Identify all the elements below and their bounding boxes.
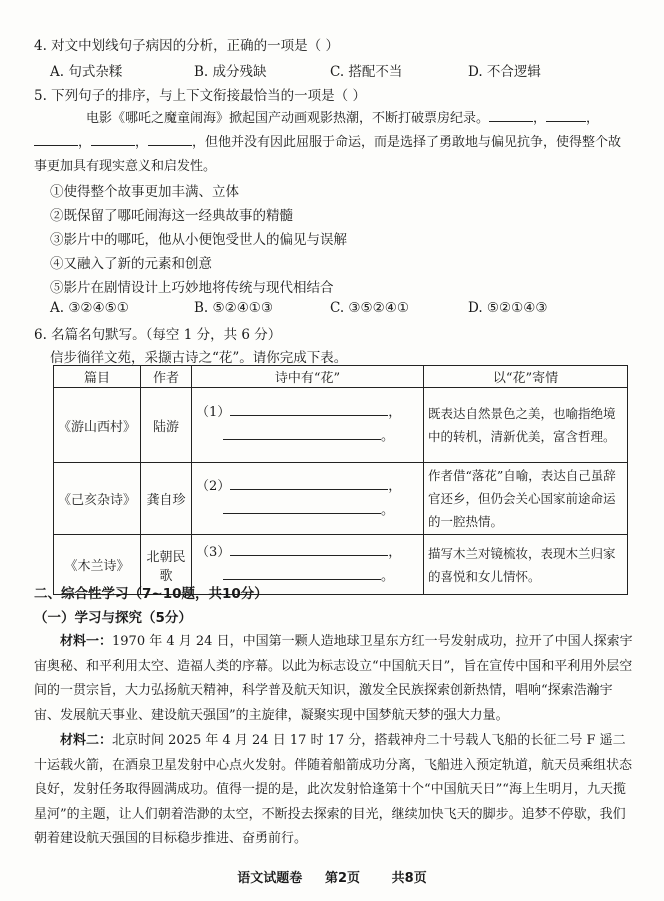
page-footer	[0, 867, 664, 886]
answer-blank[interactable]	[230, 401, 388, 416]
q5-passage-start: 电影《哪吒之魔童闹海》掀起国产动画观影热潮，不断打破票房纪录。	[86, 111, 490, 126]
q5-passage: 电影《哪吒之魔童闹海》掀起国产动画观影热潮，不断打破票房纪录。 ， ，， ， ，但他并没有因此屈服于命运，而是选择了勇敢地与偏见抗争，使得整个故事更加具有现实意义和启发性。	[34, 107, 634, 179]
q5-passage-mid: ，但他并没有因此屈服于命运，而是选择了勇敢地与偏见抗争，使得整个故事更加具有现实意义和启发性。	[34, 135, 622, 174]
q5-blank-5	[148, 131, 192, 146]
answer-cell-1: （1） ， 。	[192, 388, 424, 463]
q5-blank-3	[34, 131, 78, 146]
table-row	[54, 463, 628, 535]
q5-option-c: C. ③⑤②④①	[330, 300, 409, 316]
q4-option-a: A. 句式杂糅	[50, 64, 123, 80]
footer-total-pages: 共8页	[391, 871, 427, 886]
answer-blank[interactable]	[223, 425, 381, 440]
blank-number: （1）	[196, 405, 231, 420]
poem-table	[53, 365, 628, 595]
header-flower-line: 诗中有“花”	[192, 366, 424, 388]
subsection-title: （一）学习与探究（5分）	[34, 610, 192, 626]
q4-option-d: D. 不合逻辑	[468, 64, 541, 80]
table-header-row	[54, 366, 628, 388]
q5-blank-4	[91, 131, 135, 146]
q4-stem: 4. 对文中划线句子病因的分析，正确的一项是（ ）	[34, 38, 339, 54]
q4-option-b: B. 成分残缺	[194, 64, 267, 80]
blank-number: （3）	[196, 544, 231, 560]
poem-title: 《己亥杂诗》	[54, 463, 141, 535]
answer-blank[interactable]	[230, 541, 388, 556]
poem-author: 龚自珍	[141, 463, 192, 535]
q5-option-d: D. ⑤②①④③	[468, 300, 548, 316]
material-one-text: 1970 年 4 月 24 日，中国第一颗人造地球卫星东方红一号发射成功，拉开了中国人探索宇宙奥秘、和平利用太空、造福人类的序幕。以此为标志设立“中国航天日”，旨在宣传中国和平利用外层空间的一贯宗旨，大力弘扬航天精神，科学普及航天知识，激发全民族探索创新热情，唱响“探索浩瀚宇宙、发展航天事业、建设航天强国”的主旋律，凝聚实现中国梦航天梦的强大力量。	[34, 634, 633, 723]
header-author: 作者	[141, 366, 192, 388]
answer-blank[interactable]	[223, 565, 381, 580]
poem-title: 《游山西村》	[54, 388, 141, 463]
q5-option-a: A. ③②④⑤①	[50, 300, 129, 316]
poem-emotion: 作者借“落花”自喻，表达自己虽辞官还乡，但仍会关心国家前途命运的一腔热情。	[424, 463, 628, 535]
header-title: 篇目	[54, 366, 141, 388]
blank-number: （2）	[196, 478, 231, 494]
poem-title: 《木兰诗》	[54, 535, 141, 595]
q5-item-5: ⑤影片在剧情设计上巧妙地将传统与现代相结合	[50, 280, 334, 296]
header-emotion: 以“花”寄情	[424, 366, 628, 388]
q6-intro: 信步徜徉文苑，采撷古诗之“花”。请你完成下表。	[50, 350, 348, 366]
answer-cell-2: （2） ， 。	[192, 463, 424, 535]
answer-cell-3: （3） ， 。	[192, 535, 424, 595]
material-one	[34, 630, 634, 728]
q5-item-1: ①使得整个故事更加丰满、立体	[50, 184, 239, 200]
footer-page-number: 第2页	[324, 871, 360, 886]
table-row	[54, 388, 628, 463]
q5-stem: 5. 下列句子的排序，与上下文衔接最恰当的一项是（ ）	[34, 88, 366, 104]
material-one-label: 材料一：	[60, 634, 113, 649]
material-two-label: 材料二：	[60, 733, 113, 748]
answer-blank[interactable]	[223, 499, 381, 514]
section-title: 二、综合性学习（7~10题，共10分）	[34, 586, 268, 602]
q5-option-b: B. ⑤②④①③	[194, 300, 274, 316]
poem-author: 陆游	[141, 388, 192, 463]
q5-item-4: ④又融入了新的元素和创意	[50, 256, 212, 272]
poem-emotion: 描写木兰对镜梳妆，表现木兰归家的喜悦和女儿情怀。	[424, 535, 628, 595]
answer-blank[interactable]	[230, 475, 388, 490]
q5-blank-1	[489, 107, 533, 122]
poem-author: 北朝民歌	[141, 535, 192, 595]
material-two	[34, 729, 634, 852]
poem-emotion: 既表达自然景色之美，也喻指绝境中的转机，清新优美，富含哲理。	[424, 388, 628, 463]
q4-option-c: C. 搭配不当	[330, 64, 403, 80]
q5-blank-2	[546, 107, 586, 122]
footer-doc-name: 语文试题卷	[237, 871, 303, 886]
q6-stem: 6. 名篇名句默写。（每空 1 分，共 6 分）	[34, 327, 282, 343]
q5-item-2: ②既保留了哪吒闹海这一经典故事的精髓	[50, 208, 293, 224]
q5-item-3: ③影片中的哪吒，他从小便饱受世人的偏见与误解	[50, 232, 347, 248]
material-two-text: 北京时间 2025 年 4 月 24 日 17 时 17 分，搭载神舟二十号载人飞船的长征二号 F 遥二十运载火箭，在酒泉卫星发射中心点火发射。伴随着船箭成功分离，飞船进入预定轨道，航天员乘组状态良好，发射任务取得圆满成功。值得一提的是，此次发射恰逢第十个“中国航天日”“海上生明月，九天揽星河”的主题，让人们朝着浩渺的太空，不断投去探索的目光，继续加快飞天的脚步。追梦不停歇，我们朝着建设航天强国的目标稳步推进、奋勇前行。	[34, 733, 633, 846]
